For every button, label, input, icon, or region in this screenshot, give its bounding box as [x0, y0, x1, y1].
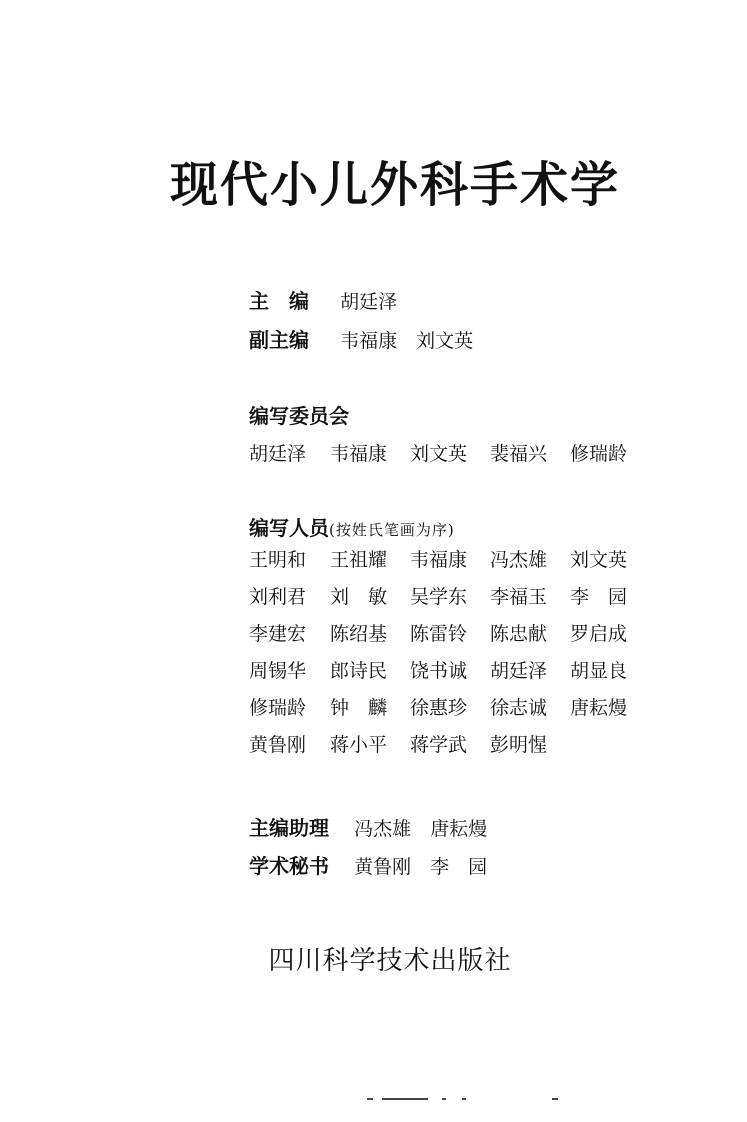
contributor-name: 蒋小平 — [330, 734, 388, 756]
contributor-name: 王祖耀 — [330, 549, 388, 571]
contributor-name: 刘文英 — [570, 549, 628, 571]
contributor-name: 徐志诚 — [490, 697, 548, 719]
committee-member: 胡廷泽 — [249, 443, 307, 465]
chief-editor-names: 胡廷泽 — [340, 291, 398, 313]
book-title: 现代小儿外科手术学 — [169, 157, 620, 213]
contributor-name: 韦福康 — [410, 549, 468, 571]
committee-member: 韦福康 — [330, 443, 388, 465]
scan-smudge — [552, 1098, 558, 1100]
academic-secretary-row — [249, 850, 487, 879]
deputy-editor-row — [249, 324, 473, 353]
contributor-name: 李建宏 — [249, 623, 307, 645]
academic-secretary-names: 黄鲁刚 李 园 — [354, 856, 488, 878]
contributor-name: 冯杰雄 — [490, 549, 548, 571]
contributor-name: 饶书诚 — [410, 660, 468, 682]
contributor-name: 李福玉 — [490, 586, 548, 608]
chief-editor-label: 主 编 — [249, 289, 309, 313]
editor-assistant-names: 冯杰雄 唐耘熳 — [354, 818, 488, 840]
committee-member: 刘文英 — [410, 443, 468, 465]
contributor-name: 蒋学武 — [410, 734, 468, 756]
contributor-name: 吴学东 — [410, 586, 468, 608]
editor-assistant-label: 主编助理 — [249, 816, 329, 840]
contributor-name: 胡显良 — [570, 660, 628, 682]
contributor-name: 陈雷铃 — [410, 623, 468, 645]
chief-editor-row — [249, 285, 397, 314]
deputy-editor-names: 韦福康 刘文英 — [340, 330, 474, 352]
publisher-name: 四川科学技术出版社 — [268, 946, 512, 976]
deputy-editor-label: 副主编 — [249, 328, 309, 352]
committee-heading: 编写委员会 — [249, 404, 349, 428]
contributor-name: 郎诗民 — [330, 660, 388, 682]
contributor-name: 刘利君 — [249, 586, 307, 608]
contributors-heading-row — [249, 512, 455, 541]
contributors-heading: 编写人员 — [249, 516, 329, 540]
editor-assistant-row — [249, 812, 487, 841]
academic-secretary-label: 学术秘书 — [249, 854, 329, 878]
contributor-name: 胡廷泽 — [490, 660, 548, 682]
contributor-name: 周锡华 — [249, 660, 307, 682]
contributor-name: 唐耘熳 — [570, 697, 628, 719]
contributor-name: 黄鲁刚 — [249, 734, 307, 756]
contributor-name: 李 园 — [570, 586, 628, 608]
contributor-name: 修瑞龄 — [249, 697, 307, 719]
contributors-order-note: (按姓氏笔画为序) — [329, 521, 455, 539]
scan-smudge — [367, 1098, 373, 1100]
contributor-name: 陈绍基 — [330, 623, 388, 645]
scan-smudge — [462, 1098, 466, 1100]
contributor-name: 王明和 — [249, 549, 307, 571]
committee-member: 裴福兴 — [490, 443, 548, 465]
contributor-name: 陈忠献 — [490, 623, 548, 645]
contributor-name: 罗启成 — [570, 623, 628, 645]
scan-smudge — [382, 1098, 428, 1100]
scan-smudge — [442, 1098, 446, 1100]
committee-member: 修瑞龄 — [570, 443, 628, 465]
contributor-name: 刘 敏 — [330, 586, 388, 608]
contributor-name: 钟 麟 — [330, 697, 388, 719]
contributor-name: 徐惠珍 — [410, 697, 468, 719]
contributor-name: 彭明惺 — [490, 734, 548, 756]
